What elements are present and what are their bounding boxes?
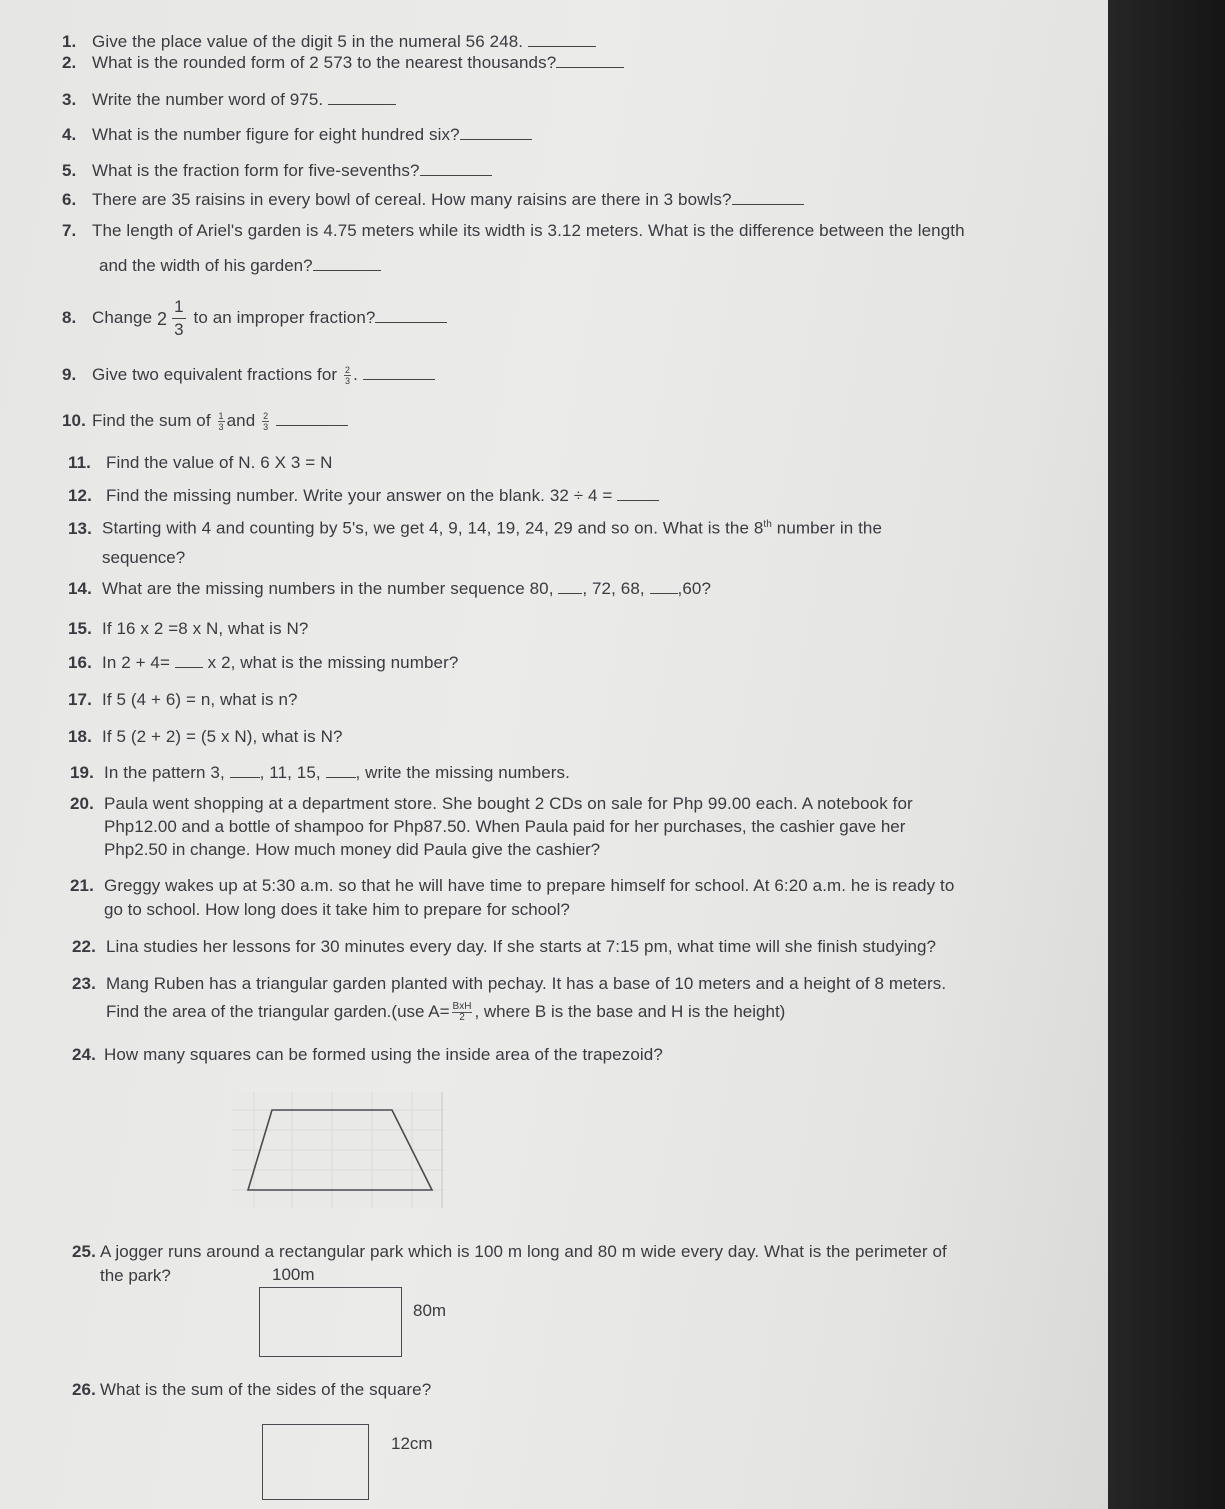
question-number: 9. <box>62 365 77 384</box>
answer-blank[interactable] <box>460 125 532 140</box>
question-text: Write the number word of 975. <box>92 90 324 109</box>
question-number: 18. <box>68 727 92 746</box>
question-3 <box>62 88 396 111</box>
question-number: 17. <box>68 690 92 709</box>
question-text: How many squares can be formed using the inside area of the trapezoid? <box>104 1045 663 1064</box>
question-26 <box>72 1378 431 1401</box>
question-16 <box>68 651 458 674</box>
question-number: 2. <box>62 53 77 72</box>
question-number: 5. <box>62 161 77 180</box>
park-rectangle <box>259 1287 402 1357</box>
answer-blank[interactable] <box>556 53 624 68</box>
question-text: Greggy wakes up at 5:30 a.m. so that he will have time to prepare himself for school. At 6:20 a.m. he is ready to <box>104 876 955 895</box>
question-number: 3. <box>62 90 77 109</box>
whole-part: 2 <box>156 308 168 329</box>
question-7 <box>62 219 965 242</box>
denominator: 2 <box>459 1012 465 1024</box>
fraction <box>218 411 225 432</box>
question-text: , 72, 68, <box>582 579 645 598</box>
fraction <box>172 296 186 341</box>
answer-blank[interactable] <box>375 308 447 323</box>
question-13-line-2 <box>102 546 185 569</box>
question-12 <box>68 484 659 507</box>
rectangle-length-label: 100m <box>272 1265 315 1284</box>
question-text: Find the missing number. Write your answer on the blank. 32 ÷ 4 = <box>106 486 613 505</box>
numerator: 1 <box>218 411 224 422</box>
question-text: What are the missing numbers in the number sequence 80, <box>102 579 554 598</box>
question-number: 10. <box>62 411 86 430</box>
question-number: 21. <box>70 876 94 895</box>
question-number: 1. <box>62 32 77 51</box>
denominator: 3 <box>174 320 184 340</box>
question-number: 23. <box>72 974 96 993</box>
question-25 <box>72 1240 947 1263</box>
question-text: If 16 x 2 =8 x N, what is N? <box>102 619 309 638</box>
question-10 <box>62 409 348 432</box>
question-number: 20. <box>70 794 94 813</box>
formula-fraction <box>452 1002 473 1023</box>
question-text: There are 35 raisins in every bowl of cereal. How many raisins are there in 3 bowls? <box>92 190 732 209</box>
question-23-line-2 <box>106 997 785 1027</box>
question-number: 19. <box>70 763 94 782</box>
question-number: 24. <box>72 1045 96 1064</box>
question-20 <box>70 792 913 815</box>
question-text: the park? <box>100 1266 171 1285</box>
question-number: 13. <box>68 518 92 538</box>
question-8 <box>62 295 447 342</box>
question-6 <box>62 188 804 211</box>
question-7-line-2 <box>99 254 381 277</box>
question-24 <box>72 1043 663 1066</box>
question-text: , 11, 15, <box>259 763 321 782</box>
question-number: 7. <box>62 221 77 240</box>
question-text: ,60? <box>677 579 712 598</box>
question-number: 26. <box>72 1380 96 1399</box>
question-text: A jogger runs around a rectangular park which is 100 m long and 80 m wide every day. What is the perimeter of <box>100 1242 947 1261</box>
question-4 <box>62 123 532 146</box>
answer-blank[interactable] <box>528 32 596 47</box>
question-13 <box>68 513 882 540</box>
question-17 <box>68 688 298 711</box>
question-14 <box>68 577 711 600</box>
question-5 <box>62 159 492 182</box>
question-text: Lina studies her lessons for 30 minutes every day. If she starts at 7:15 pm, what time will she finish studying? <box>106 937 937 956</box>
question-text: The length of Ariel's garden is 4.75 meters while its width is 3.12 meters. What is the difference between the length <box>92 221 965 240</box>
question-text: What is the rounded form of 2 573 to the nearest thousands? <box>92 53 557 72</box>
answer-blank-2[interactable] <box>650 579 678 594</box>
question-text: Give two equivalent fractions for <box>92 365 338 384</box>
fraction <box>344 365 351 386</box>
question-text: number in the <box>771 518 883 538</box>
question-number: 4. <box>62 125 77 144</box>
question-text: What is the number figure for eight hundred six? <box>92 125 460 144</box>
question-number: 15. <box>68 619 92 638</box>
question-text: and <box>226 411 256 430</box>
question-text: In the pattern 3, <box>104 763 225 782</box>
fraction <box>262 411 269 432</box>
question-text: Paula went shopping at a department store. She bought 2 CDs on sale for Php 99.00 each. A notebook for <box>104 794 913 813</box>
square-side-label: 12cm <box>391 1434 433 1453</box>
question-text: Change <box>92 308 153 327</box>
answer-blank[interactable] <box>276 411 348 426</box>
square-figure <box>262 1424 369 1500</box>
question-text: , where B is the base and H is the height) <box>474 1002 786 1021</box>
denominator: 3 <box>218 422 224 433</box>
trapezoid-grid-figure <box>232 1092 444 1208</box>
question-number: 8. <box>62 308 77 327</box>
question-text: sequence? <box>102 548 186 567</box>
question-23 <box>72 972 946 995</box>
question-15 <box>68 617 308 640</box>
ordinal-suffix: th <box>763 519 772 530</box>
numerator: 2 <box>263 411 269 422</box>
question-text: go to school. How long does it take him to prepare for school? <box>104 900 570 919</box>
answer-blank[interactable] <box>363 365 435 380</box>
answer-blank[interactable] <box>617 486 659 501</box>
mixed-number <box>157 296 189 342</box>
question-18 <box>68 725 343 748</box>
answer-blank[interactable] <box>175 653 203 668</box>
period: . <box>353 365 358 384</box>
question-text: , write the missing numbers. <box>355 763 570 782</box>
question-21 <box>70 874 954 897</box>
question-text: Php12.00 and a bottle of shampoo for Php87.50. When Paula paid for her purchases, the cashier gave her <box>104 817 906 836</box>
answer-blank[interactable] <box>313 256 381 271</box>
question-20-line-2 <box>104 815 905 838</box>
question-2 <box>62 51 624 74</box>
question-1 <box>62 30 596 53</box>
question-9 <box>62 363 435 386</box>
question-text: What is the fraction form for five-sevenths? <box>92 161 420 180</box>
question-11 <box>68 451 332 474</box>
question-text: Find the value of N. 6 X 3 = N <box>106 453 333 472</box>
question-text: Starting with 4 and counting by 5's, we get 4, 9, 14, 19, 24, 29 and so on. What is the 8 <box>102 518 764 538</box>
question-number: 14. <box>68 579 92 598</box>
answer-blank[interactable] <box>328 90 396 105</box>
question-text: and the width of his garden? <box>99 256 313 275</box>
numerator: 2 <box>345 365 351 376</box>
question-21-line-2 <box>104 898 570 921</box>
question-number: 11. <box>68 453 91 472</box>
question-number: 6. <box>62 190 77 209</box>
question-number: 25. <box>72 1242 96 1261</box>
question-19 <box>70 761 570 784</box>
question-number: 16. <box>68 653 92 672</box>
answer-blank[interactable] <box>732 190 804 205</box>
numerator: 1 <box>172 296 186 319</box>
question-20-line-3 <box>104 838 600 861</box>
answer-blank-1[interactable] <box>558 579 582 594</box>
question-text: If 5 (4 + 6) = n, what is n? <box>102 690 298 709</box>
question-text: What is the sum of the sides of the square? <box>100 1380 432 1399</box>
question-25-line-2 <box>100 1264 171 1287</box>
question-text: Find the sum of <box>92 411 211 430</box>
question-text: Find the area of the triangular garden.(use A= <box>106 1002 450 1021</box>
question-text: to an improper fraction? <box>193 308 376 327</box>
question-number: 12. <box>68 486 92 505</box>
question-text: Give the place value of the digit 5 in the numeral 56 248. <box>92 32 524 51</box>
question-22 <box>72 935 936 958</box>
rectangle-width-label: 80m <box>413 1301 447 1320</box>
denominator: 3 <box>263 422 269 433</box>
answer-blank[interactable] <box>420 161 492 176</box>
answer-blank-1[interactable] <box>230 763 260 778</box>
background-edge <box>1108 0 1225 1509</box>
question-text: In 2 + 4= <box>102 653 171 672</box>
denominator: 3 <box>345 376 351 387</box>
answer-blank-2[interactable] <box>326 763 356 778</box>
question-text: If 5 (2 + 2) = (5 x N), what is N? <box>102 727 343 746</box>
question-text: Mang Ruben has a triangular garden planted with pechay. It has a base of 10 meters and a height of 8 meters. <box>106 974 947 993</box>
question-text: x 2, what is the missing number? <box>207 653 459 672</box>
numerator: BxH <box>452 1001 472 1013</box>
question-text: Php2.50 in change. How much money did Paula give the cashier? <box>104 840 601 859</box>
question-number: 22. <box>72 937 96 956</box>
